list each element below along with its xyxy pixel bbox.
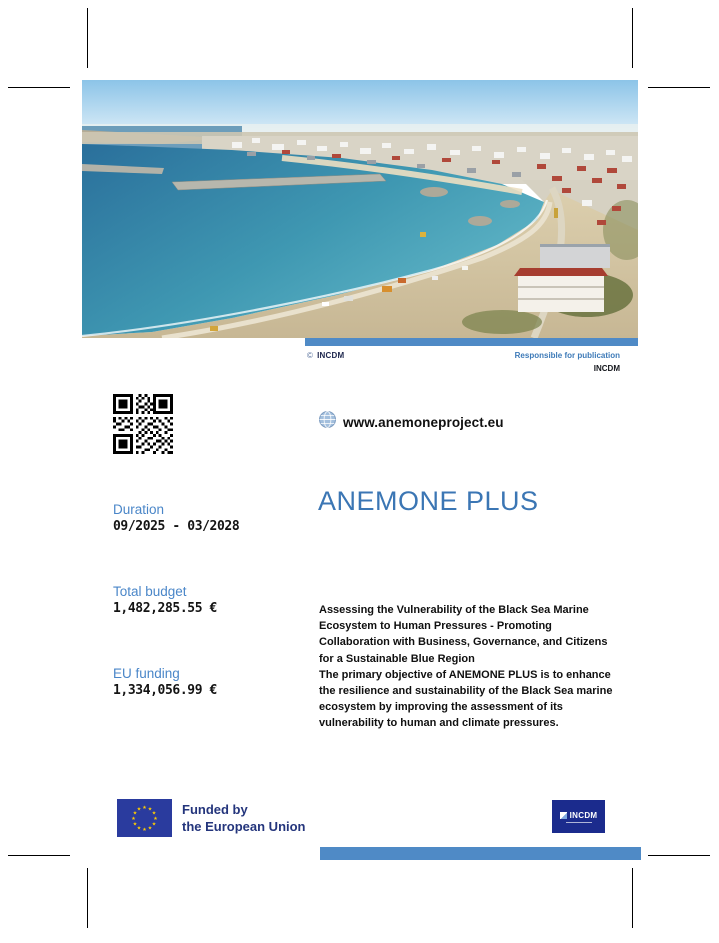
svg-text:★: ★ bbox=[153, 816, 158, 822]
svg-text:★: ★ bbox=[132, 821, 138, 828]
fact-label: EU funding bbox=[113, 666, 180, 681]
fact-label: Total budget bbox=[113, 584, 187, 599]
svg-text:★: ★ bbox=[142, 805, 147, 811]
fact-eu-funding bbox=[113, 665, 313, 700]
responsible-for-publication bbox=[515, 349, 620, 375]
incdm-logo-glyph bbox=[560, 812, 567, 819]
fact-value: 09/2025 - 03/2028 bbox=[113, 519, 240, 534]
svg-text:★: ★ bbox=[147, 825, 153, 832]
crop-mark bbox=[87, 868, 88, 928]
funded-line-1: Funded by bbox=[182, 802, 248, 817]
funded-line-2: the European Union bbox=[182, 819, 306, 834]
bottom-accent-bar bbox=[320, 847, 641, 860]
crop-mark bbox=[8, 855, 70, 856]
copyright-icon: © bbox=[307, 351, 314, 360]
crop-mark bbox=[632, 868, 633, 928]
eu-flag-icon bbox=[117, 799, 172, 842]
fact-duration bbox=[113, 501, 313, 536]
funded-by-text bbox=[182, 799, 306, 835]
website-url[interactable]: www.anemoneproject.eu bbox=[343, 414, 504, 430]
coastline-photo bbox=[82, 80, 638, 338]
crop-mark bbox=[8, 87, 70, 88]
svg-text:★: ★ bbox=[136, 806, 142, 813]
photo-credit bbox=[307, 351, 344, 360]
qr-code bbox=[113, 393, 173, 455]
responsible-label: Responsible for publication bbox=[514, 351, 620, 360]
svg-text:★: ★ bbox=[142, 827, 147, 833]
crop-mark bbox=[648, 855, 710, 856]
svg-text:★: ★ bbox=[151, 821, 157, 828]
svg-text:★: ★ bbox=[131, 816, 136, 822]
project-title: ANEMONE PLUS bbox=[318, 486, 539, 516]
crop-mark bbox=[632, 8, 633, 68]
svg-text:★: ★ bbox=[151, 810, 157, 817]
coastline-photo-illustration bbox=[82, 80, 638, 338]
incdm-logo bbox=[552, 800, 605, 833]
svg-text:★: ★ bbox=[136, 825, 142, 832]
project-description bbox=[319, 602, 615, 732]
fact-total-budget bbox=[113, 583, 313, 618]
fact-value: 1,334,056.99 € bbox=[113, 683, 217, 698]
photo-accent-bar bbox=[305, 338, 638, 346]
photo-credit-text: INCDM bbox=[317, 351, 345, 360]
description-body: The primary objective of ANEMONE PLUS is to enhance the resilience and sustainability of the Black Sea marine ecosystem by improving the assessment of its vulnerability to human and climate pressures. bbox=[319, 668, 613, 730]
fact-label: Duration bbox=[113, 502, 165, 517]
eu-funding-notice bbox=[117, 799, 306, 842]
incdm-logo-tagline bbox=[566, 822, 592, 823]
website-row bbox=[319, 411, 504, 433]
incdm-logo-text: INCDM bbox=[569, 810, 598, 820]
crop-mark bbox=[87, 8, 88, 68]
crop-mark bbox=[648, 87, 710, 88]
description-subtitle: Assessing the Vulnerability of the Black Sea Marine Ecosystem to Human Pressures - Promoting Collaboration with Business, Governance, and Citizens for a Sustainable Blue Region bbox=[319, 604, 608, 665]
svg-text:★: ★ bbox=[147, 806, 153, 813]
svg-text:★: ★ bbox=[132, 810, 138, 817]
fact-value: 1,482,285.55 € bbox=[113, 601, 217, 616]
globe-icon bbox=[319, 411, 336, 433]
responsible-value: INCDM bbox=[593, 364, 620, 373]
